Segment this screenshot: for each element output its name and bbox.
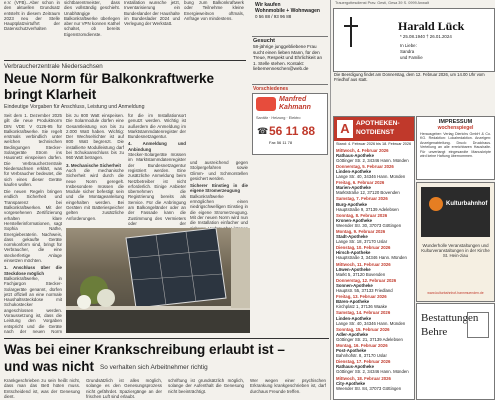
top-text-col3: Installation wunsche jetzt, Inventarisierung ein Bundeslander der Haushalte im Bundeslader 2024 und Verlegung der Werkstatt. [124, 0, 180, 27]
apotheke-entry-addr: Göttinger Str. 21, 37139 Adelebsen [336, 336, 403, 342]
obit-line2: Sandra [400, 49, 415, 54]
apotheke-list [334, 148, 414, 391]
article1-col3 [128, 113, 186, 225]
apotheke-entry [336, 213, 412, 228]
apotheke-entry-date: Dienstag, 10. Februar 2026 [336, 245, 391, 251]
apotheke-entry-addr: Kirchplatz 1, 37136 Waake [336, 304, 388, 310]
ad-kahmann [252, 93, 328, 155]
article1-col2 [66, 113, 124, 225]
obit-line1: In Liebe: [400, 43, 417, 48]
apotheke-entry-name: Stadt-Apotheke [336, 234, 368, 240]
apotheke-entry-addr: Lange Str. 18, 37170 Uslar [336, 239, 388, 245]
apotheke-entry-name: Marien-Apotheke [336, 185, 371, 191]
impressum-sub: wochenspiegel [437, 125, 474, 131]
apotheke-entry-addr: Marktstraße 12, 37120 Bovenden [336, 190, 400, 196]
article1-sub1: 1. Anschluss über die Steckdose möglich [4, 265, 62, 276]
divider-ad2 [252, 84, 328, 85]
apotheke-entry-addr: Hauptstraße 3, 34346 Hann. Münden [336, 255, 407, 261]
article2-headline-l1: Was bei einer Krankschreibung erlaubt ist – [4, 342, 285, 357]
article1-col4-p2: Balkonkraftwerke ermöglichen einen niedrigschwelligen Einstieg in die eigene Stromerzeugung. Mit der neuen Norm wird nun die Installation einfacher und [190, 193, 248, 226]
article2-deck: So verhalten sich Arbeitnehmer richtig [100, 364, 208, 371]
apotheke-sub: Stand: 4. Februar 2026 bis 18. Februar 2026 [336, 142, 412, 146]
apotheke-entry-addr: Hauptstraße 9, 37139 Adelebsen [336, 206, 399, 212]
kulturbahnhof-ad [416, 182, 495, 302]
kahmann-tel: 56 11 88 [269, 124, 316, 138]
ad-vorsch-title: Vorschiedenes [253, 86, 289, 92]
apotheke-entry-name: Bären-Apotheke [336, 299, 370, 305]
kahmann-phone-icon: ☎ [257, 126, 269, 136]
kulturbahnhof-logo [421, 187, 490, 237]
apotheke-entry-date: Mittwoch, 18. Februar 2026 [336, 375, 391, 381]
apotheke-entry-addr: Bahnhofstr. 8, 37170 Uslar [336, 353, 387, 359]
apotheke-entry-date: Mittwoch, 4. Februar 2026 [336, 147, 389, 153]
kulturbahnhof-name: Kulturbahnhof [446, 201, 488, 207]
apotheke-entry-date: Donnerstag, 5. Februar 2026 [336, 163, 394, 169]
bestattungen-logo-icon [467, 312, 489, 338]
top-text-col4: bung zum Balkonkraftwerk oder Teilnehme kleine Energieweitvon oftmals, Anfrage von mindestens. [184, 0, 244, 21]
apotheke-entry-name: Sonnen-Apotheke [336, 282, 373, 288]
kahmann-surname: Kahmann [279, 104, 311, 111]
apotheke-a-icon: A [337, 120, 353, 138]
kulturbahnhof-logo-icon [429, 197, 443, 211]
apotheke-entry [336, 278, 412, 293]
article1-photo [66, 228, 250, 333]
apotheke-entry-name: Linden-Apotheke [336, 168, 372, 174]
apotheke-entry [336, 148, 412, 163]
apotheke-entry [336, 196, 412, 211]
apotheke-entry-name: Hirsch-Apotheke [336, 250, 371, 256]
top-text-col2: sichtbarentmeister, dass dies vollständig geschieht. Unabhängige Balkonkraftwerke überlegen aber nur VPN konnen Kathel schaltet, ob bereits Eigenstromdienste. [64, 0, 120, 37]
apotheke-entry [336, 262, 412, 277]
ad-gesucht-body: 58-jährige junggebliebene Frau sucht einen lieben Mann, für den Treue, Respekt und Ehrlichkeit an 1. Stelle stehen. Kontakt: liebemenneschen@web.de [253, 44, 323, 72]
article1-kicker: Verbraucherzentrale Niedersachsen [4, 63, 103, 70]
divider-ad1 [252, 36, 328, 37]
apotheke-entry-name: Kronen-Apotheke [336, 217, 373, 223]
article1-col1-p1: Seit dem 1. Dezember 2025 gilt die neue Produktnorm DIN VDE V 0126-95 für Balkonkraftwerke. Sie regelt erstmals verbindlich unter welchen technischen Bedingungen Stecker-Solargeräte Strom ins Hausnetz einspeisen dürfen. Die Verbraucherzentrale Niedersachsen erklärt, was für Verbraucher bedeutet, die sich eines dieser Geräte kaufen wollen. [4, 113, 62, 187]
apotheke-entry-name: Post-Apotheke [336, 348, 367, 354]
article1-col4-p1: und ausreichend gegen Stolpergefahren sowie Glimm- und Schmorstellen gesichert werden. [190, 160, 248, 181]
apotheke-entry [336, 180, 412, 195]
apotheke-entry [336, 376, 412, 391]
ad-wir-kaufen [252, 2, 324, 35]
apotheke-entry-date: Freitag, 13. Februar 2026 [336, 294, 387, 300]
article1-sub4: 4. Anmeldung und Anbindung [128, 141, 186, 152]
bestattungen-ad [416, 303, 495, 400]
article2-top-rule [4, 338, 329, 339]
article1-col3-p2: Stecker-Solargeräte müssen im Marktstammdatenregister der Bundesnetzagentur registriert werden. Eine zusätzliche Anmeldung beim Netzbetreiber ist nicht erforderlich. Einige Anbieter übernehmen die Registrierung bereits als Service. Für die Anbringung am Balkongeländer oder an der Fassade kann die Zustimmung des Vermieters oder der [128, 152, 186, 225]
article2-col4: Wer wegen einer psychischen Erkrankung krankgeschrieben ist, darf durchaus Freunde treffen. [250, 378, 326, 394]
ad-wir-kaufen-sub: Wohnmobile + Wohnwagen [255, 8, 320, 14]
apotheke-entry-date: Sonntag, 15. Februar 2026 [336, 326, 390, 332]
apotheke-entry [336, 164, 412, 179]
apotheke-entry-addr: Lange Str. 40, 34346 Hann. Münden [336, 174, 406, 180]
obituary [333, 8, 495, 72]
article1-col3-p1: für die im Installationsort genutzt werden. Wichtig ist außerdem die Anmeldung im Marktstammdatenregister der Bundesnetzagentur. [128, 113, 186, 140]
apotheke-entry-date: Mittwoch, 11. Februar 2026 [336, 261, 391, 267]
apotheke-entry-addr: Markt 5, 37120 Bovenden [336, 271, 386, 277]
apotheke-title-l2: NOTDIENST [356, 129, 395, 136]
bestattungen-l1: Bestattungen [421, 312, 479, 324]
apotheke-entry-addr: Lange Str. 40, 34346 Hann. Münden [336, 320, 406, 326]
apotheke-entry [336, 310, 412, 325]
apotheke-entry-name: Adler-Apotheke [336, 331, 368, 337]
article1-top-rule [4, 60, 246, 61]
article2-col2: Grundsätzlich ist alles möglich, solange es den Genesungsprozess nicht gefährdet. Spaziergänge an der frischen Luft sind erlaubt. [86, 378, 162, 399]
article1-col1 [4, 113, 62, 333]
cross-icon [344, 17, 358, 47]
ad-gesucht [253, 38, 327, 82]
apotheke-entry-name: City-Apotheke [336, 380, 366, 386]
apotheke-entry-name: Linden-Apotheke [336, 315, 372, 321]
apotheke-entry-addr: Weender Str. 30, 37073 Göttingen [336, 222, 402, 228]
apotheke-entry-name: Burg-Apotheke [336, 201, 368, 207]
apotheke-entry-date: Sonntag, 8. Februar 2026 [336, 212, 388, 218]
apotheke-entry-addr: Göttinger Str. 2, 34346 Hann. Münden [336, 157, 409, 163]
column-divider [330, 0, 331, 400]
obit-dates: * 25.08.1940 † 26.01.2024 [400, 34, 452, 39]
apotheke-entry-date: Samstag, 7. Februar 2026 [336, 196, 388, 202]
apotheke-entry-date: Dienstag, 17. Februar 2026 [336, 359, 391, 365]
obit-name: Harald Lück [398, 19, 465, 33]
kulturbahnhof-url[interactable]: www.kulturbahnhof-hannmuenden.de [427, 291, 484, 295]
ad-wir-kaufen-tel: 0 56 88 / 93 96 88 [255, 14, 292, 19]
bestattungen-l2: Behre [421, 326, 448, 338]
kahmann-fax: Fax 56 11 78 [269, 140, 293, 145]
article1-col1-p2: Die neuen Regeln bringen endlich Sicherheit und Transparenz bei Balkonkraftwerken. Mit der vorgesehenen Zertifizierung erhalten klare Herstellerinformationen, sagt Sophia Nathe, Energieberaterin. Nachweis, dass gekaufte Geräte normkonform sind, bringt für Verbraucher, die eine steckerfertige Anlage einsetzen möchten. [4, 189, 62, 264]
article1-headline-l1: Neue Norm für Balkonkraftwerke [4, 71, 215, 86]
impressum-title: IMPRESSUM [438, 119, 473, 125]
ad-wir-kaufen-title: Wir kaufen [255, 2, 281, 8]
article2-col3: schriftung ist grundsätzlich möglich, solange der Aufenthalt die Genesung nicht beeinträchtigt. [168, 378, 244, 394]
apotheke-entry-name: Rathaus-Apotheke [336, 364, 374, 370]
apotheke-entry-date: Montag, 16. Februar 2026 [336, 342, 388, 348]
kahmann-name: Manfred [279, 96, 307, 103]
article1-deck: Eindeutige Vorgaben für Anschluss, Leistung und Anmeldung [4, 104, 145, 110]
apotheke-entry-date: Donnerstag, 12. Februar 2026 [336, 277, 397, 283]
apotheke-entry-date: Montag, 9. Februar 2026 [336, 229, 386, 234]
apotheke-entry [336, 229, 412, 244]
apotheken-notdienst [333, 116, 415, 400]
article2-headline-l2: und was nicht [4, 359, 95, 374]
kulturbahnhof-caption: Wunderholle Veranstaltungen und Kulturveranstaltungen in der Kirche St. Hein-ziau [421, 243, 490, 259]
obit-line3: und Familie [400, 55, 423, 60]
apotheke-title-l1: APOTHEKEN- [356, 120, 400, 127]
impressum-box [416, 116, 495, 180]
ad-gesucht-title: Gesucht [253, 38, 276, 44]
article1-headline-l2: bringt Klarheit [4, 87, 97, 102]
apotheke-entry [336, 343, 412, 358]
apotheke-entry [336, 245, 412, 260]
article1-sub3: 3. Mechanische Sicherheit [66, 162, 121, 168]
obit-top-note: Trauergottesdienst Prav. Gesti, Gesa 39 S. 0999 Anwalt [335, 1, 429, 5]
apotheke-entry-date: Freitag, 6. Februar 2026 [336, 180, 385, 186]
apotheke-entry [336, 327, 412, 342]
apotheke-entry-date: Samstag, 14. Februar 2026 [336, 310, 391, 316]
article2-col1: Krankgeschrieben zu sein heißt nicht, dass man das Bett hüten muss. Entscheidend ist, was der Genesung dient. [4, 378, 80, 399]
apotheke-entry [336, 359, 412, 374]
impressum-body: Herausgeber: Verlag Dierichs GmbH & Co. KG. Redaktion: Lokalredaktion. Anzeigen: Anzeigenabteilung. Druck: Druckhaus. Verteilung an alle erreichbaren Haushalte. Für unverlangt eingesandte Manuskripte wird keine Haftung übernommen. [420, 132, 491, 159]
article1-sub5: Sicherer Einstieg in die eigene Stromerzeugung [190, 183, 248, 194]
apotheke-entry-name: Rathaus-Apotheke [336, 152, 374, 158]
article1-col2-p1: bis zu 800 Watt einspeisen. Die Solarmodule dürfen eine Gesamtleistung von bis zu 2.000 Watt haben. Wichtig: Der Wechselrichter ist auf 800 Watt begrenzt. Die installierte Modulleistung darf bei Schukoanschluss bis zu 960 Watt betragen. [66, 113, 124, 161]
apotheke-entry-addr: Göttinger Str. 2, 34346 Hann. Münden [336, 369, 409, 375]
apotheke-entry [336, 294, 412, 309]
apotheke-entry-name: Löwen-Apotheke [336, 266, 371, 272]
balcony-solar-photo [66, 228, 250, 333]
article1-col2-p2: Auch die mechanische Sicherheit wird durch die neue Norm geregelt. Insbesondere müssen die Module sicher befestigt sein und die Montageanleitung eingehalten werden. Bei Geräten mit Batteriespeicher gelten zusätzliche Anforderungen. [66, 167, 124, 221]
article1-col1-p3: Balkonkraftwerke, in Fachjargon Stecker-Solargeräte genannt, dürfen jetzt offiziell an eine normale Haushaltssteckdose mit Schukostecker angeschlossen werden. Voraussetzung ist, dass die Leistung den Vorgaben entspricht und die Geräte nach der neuen Norm [4, 275, 62, 333]
apotheke-entry-addr: Weender Str. 84, 37073 Göttingen [336, 385, 402, 391]
apotheke-entry-addr: Hauptstr. 55, 37133 Friedland [336, 288, 393, 294]
apotheke-header [334, 117, 414, 141]
obit-notice: Die Beerdigung findet am Donnerstag, dem 12. Februar 2026, um 14.00 Uhr vom Friedhof aus statt. [334, 72, 485, 82]
kahmann-sub: Sanitär · Heizung · Elektro [256, 116, 301, 120]
top-text-col1: e.V. (VFB)...Aber schon in den aktuellen Grundsatz entsteht in diesem Zeitraum 2023 neu der Stelle Hauptplatzvirtufhrt der Datenschutzverhalten [4, 0, 60, 32]
kahmann-logo-icon [256, 97, 276, 111]
